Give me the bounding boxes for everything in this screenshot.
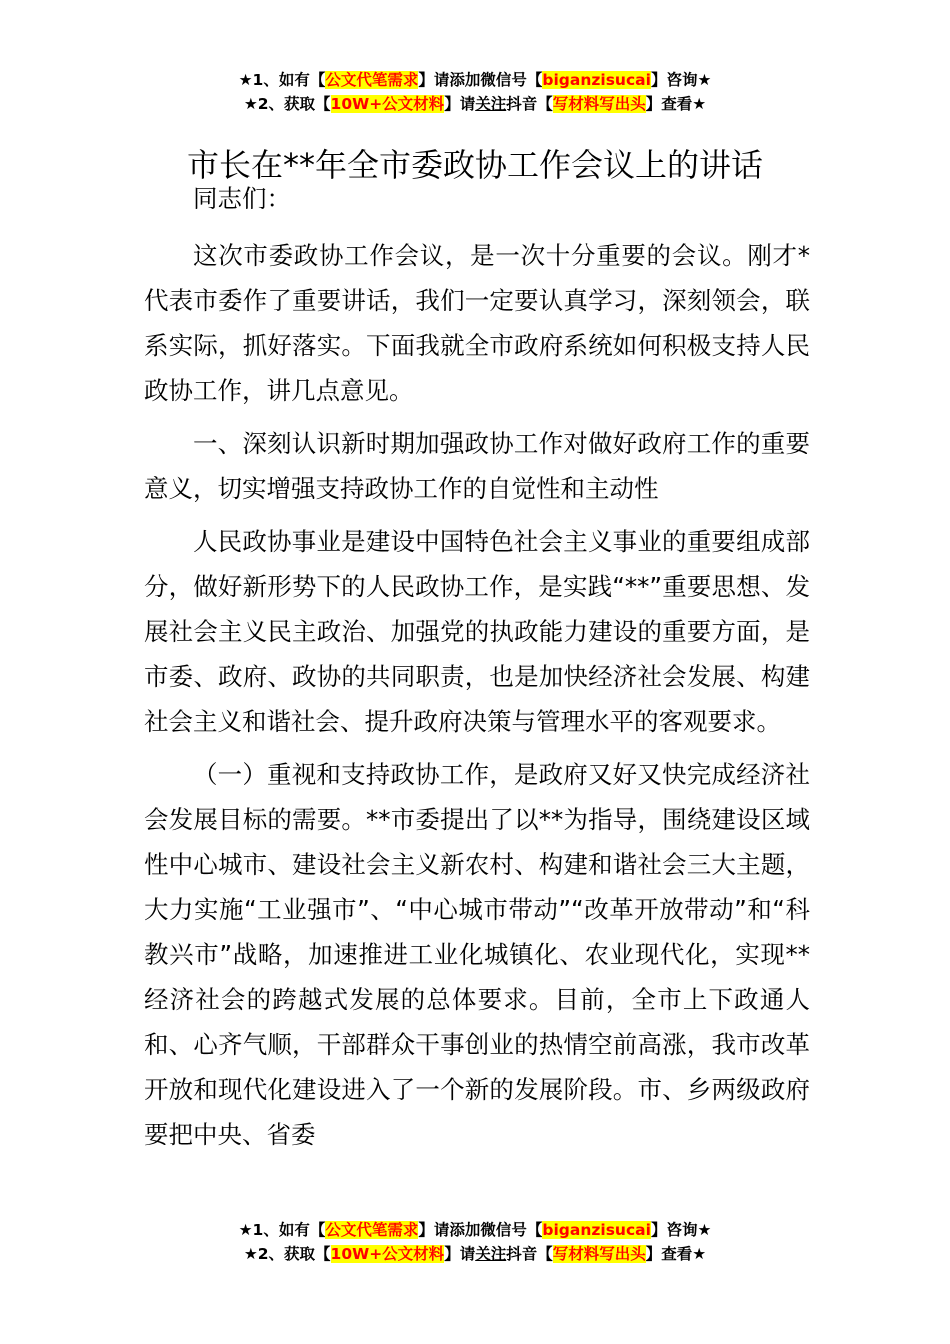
banner-highlight: 10W+公文材料 [330,95,445,113]
banner-text: 】查看★ [645,1245,707,1263]
banner-line-2 [0,92,950,116]
banner-text: 】查看★ [645,95,707,113]
paragraph-2: 人民政协事业是建设中国特色社会主义事业的重要组成部分，做好新形势下的人民政协工作，是实践“**”重要思想、发展社会主义民主政治、加强党的执政能力建设的重要方面，是市委、政府、政协的共同职责，也是加快经济社会发展、构建社会主义和谐社会、提升政府决策与管理水平的客观要求。 [144,527,810,736]
banner-text: 】请添加微信号【 [418,1221,543,1239]
banner-text: ★2、获取【 [243,95,331,113]
banner-underline: 关注 [475,95,507,113]
banner-highlight-wechat-id: biganzisucai [542,71,651,89]
banner-highlight: 10W+公文材料 [330,1245,445,1263]
header-banner [0,68,950,116]
greeting: 同志们： [193,184,291,213]
banner-underline: 关注 [475,1245,507,1263]
banner-text: ★1、如有【 [238,1221,326,1239]
banner-highlight-douyin-id: 写材料写出头 [552,1245,646,1263]
banner-text: ★1、如有【 [238,71,326,89]
banner-text: 】请 [444,1245,476,1263]
banner-text: ★2、获取【 [243,1245,331,1263]
section-heading-1: 一、深刻认识新时期加强政协工作对做好政府工作的重要意义，切实增强支持政协工作的自觉性和主动性 [144,429,810,503]
banner-line-1 [0,1218,950,1242]
banner-text: 】咨询★ [650,71,712,89]
banner-text: 抖音【 [506,95,553,113]
banner-highlight: 公文代笔需求 [325,1221,419,1239]
document-body [144,176,810,1165]
document-title: 市长在**年全市委政协工作会议上的讲话 [186,146,763,185]
paragraph-3: （一）重视和支持政协工作，是政府又好又快完成经济社会发展目标的需要。**市委提出了以**为指导，围绕建设区域性中心城市、建设社会主义新农村、构建和谐社会三大主题，大力实施“工业强市”、“中心城市带动”“改革开放带动”和“科教兴市”战略，加速推进工业化城镇化、农业现代化，实现**经济社会的跨越式发展的总体要求。目前，全市上下政通人和、心齐气顺，干部群众干事创业的热情空前高涨，我市改革开放和现代化建设进入了一个新的发展阶段。市、乡两级政府要把中央、省委 [144,760,810,1149]
banner-highlight-wechat-id: biganzisucai [542,1221,651,1239]
banner-highlight-douyin-id: 写材料写出头 [552,95,646,113]
footer-banner [0,1218,950,1266]
banner-line-2 [0,1242,950,1266]
paragraph-1: 这次市委政协工作会议，是一次十分重要的会议。刚才*代表市委作了重要讲话，我们一定要认真学习，深刻领会，联系实际，抓好落实。下面我就全市政府系统如何积极支持人民政协工作，讲几点意见。 [144,241,810,405]
banner-line-1 [0,68,950,92]
banner-text: 】请 [444,95,476,113]
banner-text: 】请添加微信号【 [418,71,543,89]
banner-text: 抖音【 [506,1245,553,1263]
banner-text: 】咨询★ [650,1221,712,1239]
banner-highlight: 公文代笔需求 [325,71,419,89]
